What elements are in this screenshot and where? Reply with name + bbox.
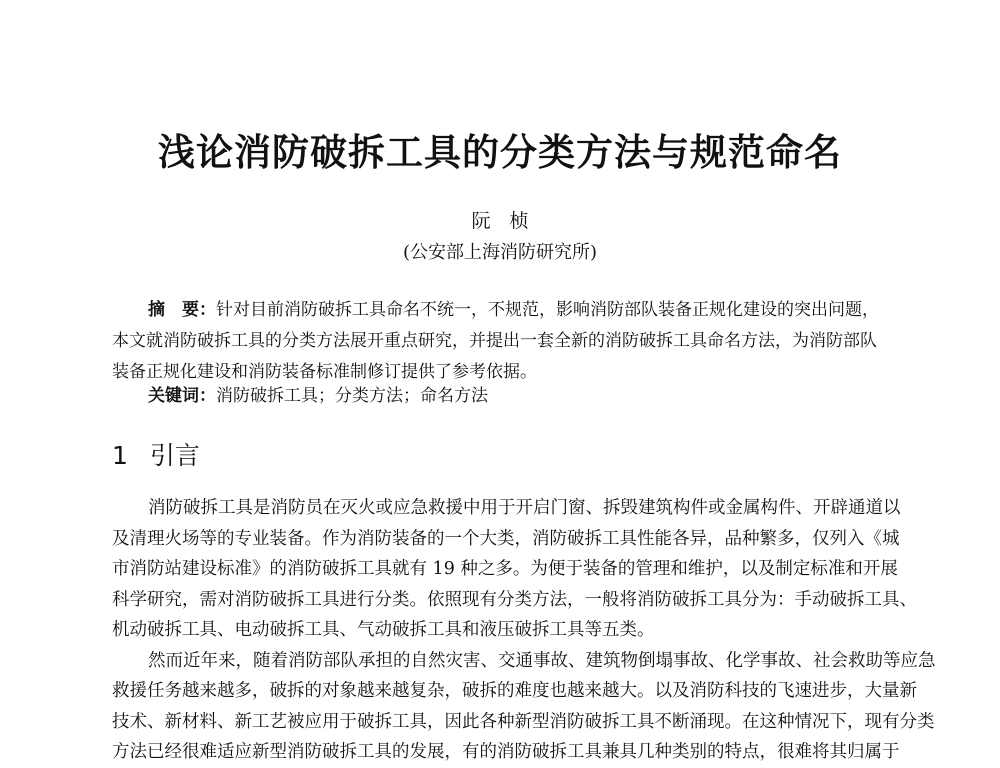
abstract-line	[112, 295, 888, 326]
keywords-label: 关键词：	[148, 386, 216, 406]
body-line: 科学研究，需对消防破拆工具进行分类。依照现有分类方法，一般将消防破拆工具分为：手动破拆工具、	[112, 589, 917, 610]
body-line: 救援任务越来越多，破拆的对象越来越复杂，破拆的难度也越来越大。以及消防科技的飞速进步，大量新	[112, 681, 917, 701]
body-line: 市消防站建设标准》的消防破拆工具就有 19 种之多。为便于装备的管理和维护，以及制定标准和开展	[112, 559, 898, 579]
body-text	[112, 493, 936, 768]
body-line: 然而近年来，随着消防部队承担的自然灾害、交通事故、建筑物倒塌事故、化学事故、社会救助等应急	[148, 650, 936, 671]
author-name: 阮 桢	[471, 210, 529, 232]
section-number: 1	[112, 441, 128, 470]
keywords-text: 消防破拆工具；分类方法；命名方法	[216, 386, 488, 406]
body-line: 机动破拆工具、电动破拆工具、气动破拆工具和液压破拆工具等五类。	[112, 620, 655, 640]
keywords-block	[148, 382, 488, 410]
body-line: 消防破拆工具是消防员在灭火或应急救援中用于开启门窗、拆毁建筑构件或金属构件、开辟通道以	[148, 498, 901, 518]
abstract-line: 装备正规化建设和消防装备标准制修订提供了参考依据。	[112, 362, 537, 382]
paper-title: 浅论消防破拆工具的分类方法与规范命名	[158, 131, 842, 174]
abstract-label: 摘 要：	[148, 300, 216, 320]
abstract-text: 针对目前消防破拆工具命名不统一，不规范，影响消防部队装备正规化建设的突出问题，	[216, 300, 879, 320]
abstract-block	[112, 295, 888, 388]
body-line: 技术、新材料、新工艺被应用于破拆工具，因此各种新型消防破拆工具不断涌现。在这种情况下，现有分类	[112, 711, 935, 732]
section-title: 引言	[149, 441, 200, 470]
body-line: 方法已经很难适应新型消防破拆工具的发展，有的消防破拆工具兼具几种类别的特点，很难将其归属于	[112, 742, 900, 762]
body-line: 及清理火场等的专业装备。作为消防装备的一个大类，消防破拆工具性能各异，品种繁多，仅列入《城	[112, 528, 900, 549]
section-heading	[112, 438, 200, 474]
author-affiliation: (公安部上海消防研究所)	[402, 242, 598, 263]
abstract-line: 本文就消防破拆工具的分类方法展开重点研究，并提出一套全新的消防破拆工具命名方法，为消防部队	[112, 331, 877, 351]
